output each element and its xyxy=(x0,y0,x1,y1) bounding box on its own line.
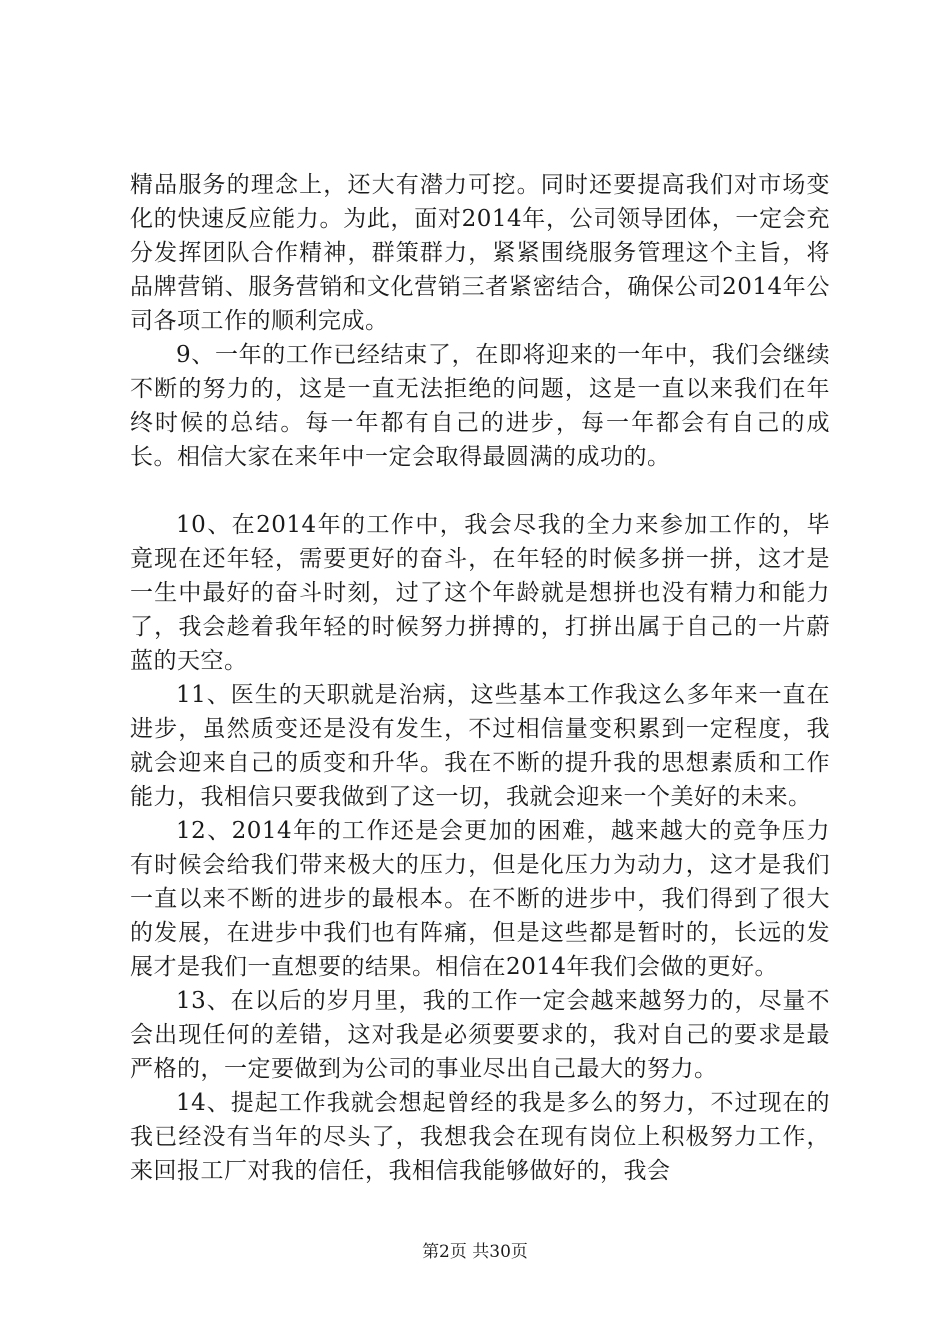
paragraph-12: 12、2014年的工作还是会更加的困难，越来越大的竞争压力有时候会给我们带来极大的压力，但是化压力为动力，这才是我们一直以来不断的进步的最根本。在不断的进步中，我们得到了很大的发展，在进步中我们也有阵痛，但是这些都是暂时的，长远的发展才是我们一直想要的结果。相信在2014年我们会做的更好。 xyxy=(130,818,830,980)
paragraph-gap xyxy=(130,474,830,508)
page-number-footer: 第2页 共30页 xyxy=(422,1242,528,1262)
paragraph-11: 11、医生的天职就是治病，这些基本工作我这么多年来一直在进步，虽然质变还是没有发生，不过相信量变积累到一定程度，我就会迎来自己的质变和升华。我在不断的提升我的思想素质和工作能力，我相信只要我做到了这一切，我就会迎来一个美好的未来。 xyxy=(130,682,830,810)
paragraph-9: 9、一年的工作已经结束了，在即将迎来的一年中，我们会继续不断的努力的，这是一直无法拒绝的问题，这是一直以来我们在年终时候的总结。每一年都有自己的进步，每一年都会有自己的成长。相信大家在来年中一定会取得最圆满的成功的。 xyxy=(130,342,830,470)
paragraph-continued: 精品服务的理念上，还大有潜力可挖。同时还要提高我们对市场变化的快速反应能力。为此，面对2014年，公司领导团体，一定会充分发挥团队合作精神，群策群力，紧紧围绕服务管理这个主旨，将品牌营销、服务营销和文化营销三者紧密结合，确保公司2014年公司各项工作的顺利完成。 xyxy=(130,172,830,334)
document-body xyxy=(130,168,830,1188)
paragraph-10: 10、在2014年的工作中，我会尽我的全力来参加工作的，毕竟现在还年轻，需要更好的奋斗，在年轻的时候多拼一拼，这才是一生中最好的奋斗时刻，过了这个年龄就是想拼也没有精力和能力了，我会趁着我年轻的时候努力拼搏的，打拼出属于自己的一片蔚蓝的天空。 xyxy=(130,512,830,674)
paragraph-14: 14、提起工作我就会想起曾经的我是多么的努力，不过现在的我已经没有当年的尽头了，我想我会在现有岗位上积极努力工作，来回报工厂对我的信任，我相信我能够做好的，我会 xyxy=(130,1090,830,1184)
paragraph-13: 13、在以后的岁月里，我的工作一定会越来越努力的，尽量不会出现任何的差错，这对我是必须要要求的，我对自己的要求是最严格的，一定要做到为公司的事业尽出自己最大的努力。 xyxy=(130,988,830,1082)
